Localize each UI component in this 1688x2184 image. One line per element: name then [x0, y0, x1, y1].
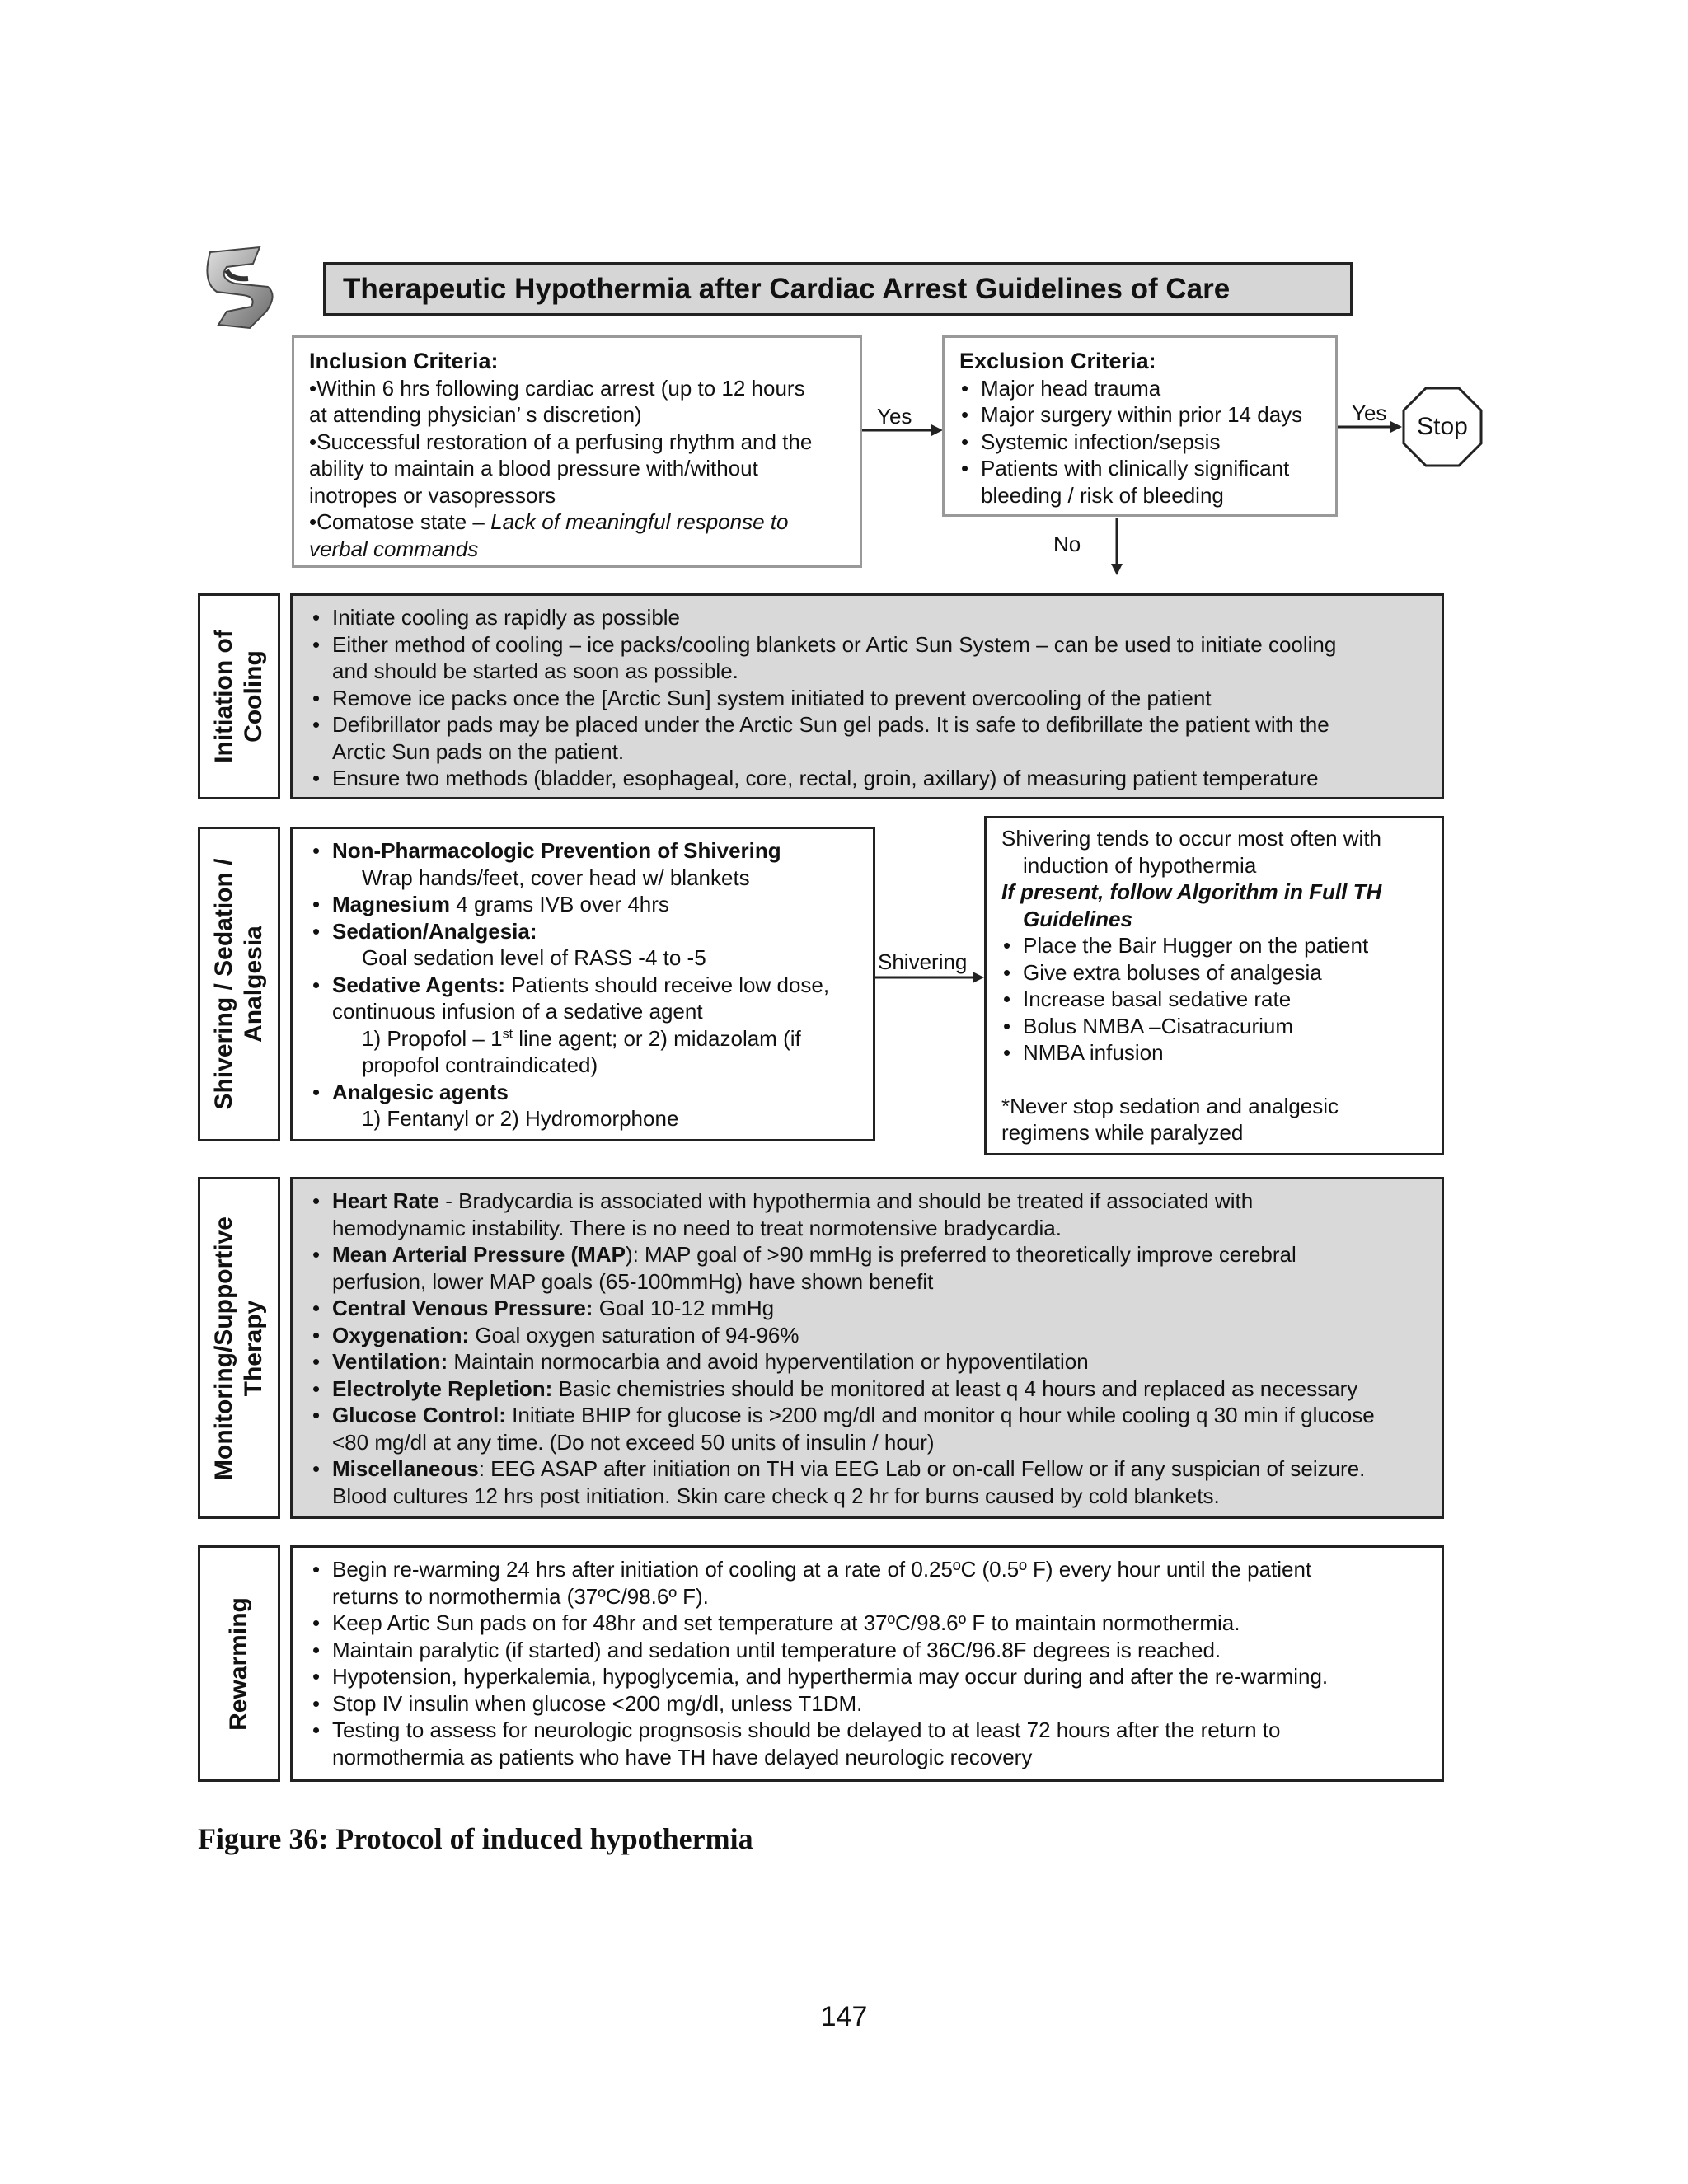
- inclusion-line: ability to maintain a blood pressure with/without: [309, 456, 758, 480]
- cvp-label: Central Venous Pressure:: [332, 1296, 593, 1320]
- inclusion-comatose-label: •Comatose state –: [309, 509, 491, 534]
- sedative-option-sup: st: [502, 1026, 513, 1041]
- np-text: Wrap hands/feet, cover head w/ blankets: [362, 865, 750, 890]
- shiver-step: • NMBA infusion: [1001, 1039, 1423, 1066]
- monitoring-bullet-cont: Blood cultures 12 hrs post initiation. Skin care check q 2 hr for burns caused by cold blankets.: [332, 1483, 1220, 1508]
- exclusion-item: • Major surgery within prior 14 days: [959, 401, 1320, 429]
- section-tab-label: [209, 858, 269, 1109]
- cooling-bullet: • Defibrillator pads may be placed under the Arctic Sun gel pads. It is safe to defibrillate the patient with the: [311, 711, 1423, 738]
- sedative-option: [311, 1025, 855, 1052]
- glucose-label: Glucose Control:: [332, 1403, 506, 1427]
- cooling-bullet-cont: Arctic Sun pads on the patient.: [332, 738, 625, 764]
- figure-caption: Figure 36: Protocol of induced hypothermia: [198, 1822, 753, 1855]
- cooling-bullet: • Remove ice packs once the [Arctic Sun] system initiated to prevent overcooling of the patient: [311, 685, 1423, 712]
- ventilation-text: Maintain normocarbia and avoid hyperventilation or hypoventilation: [448, 1349, 1089, 1374]
- inclusion-line: inotropes or vasopressors: [309, 482, 556, 508]
- magnesium-label: Magnesium: [332, 892, 451, 916]
- shivering-algorithm-box: [984, 816, 1444, 1155]
- shivering-label: Shivering: [878, 949, 968, 974]
- inclusion-criteria-box: [292, 335, 862, 568]
- analgesic-heading: Analgesic agents: [332, 1079, 509, 1104]
- cooling-bullet-cont: and should be started as soon as possible.: [332, 658, 738, 683]
- monitoring-bullet-cont: perfusion, lower MAP goals (65-100mmHg) have shown benefit: [332, 1268, 934, 1294]
- exclusion-heading: Exclusion Criteria:: [959, 349, 1156, 373]
- monitoring-bullet: [311, 1295, 1423, 1322]
- shivering-bullet: [311, 972, 855, 999]
- misc-label: Miscellaneous: [332, 1456, 479, 1481]
- page-title-box: [323, 262, 1353, 316]
- oxygenation-text: Goal oxygen saturation of 94-96%: [469, 1322, 799, 1347]
- monitoring-bullet: [311, 1241, 1423, 1268]
- sedation-text: Goal sedation level of RASS -4 to -5: [362, 945, 706, 970]
- inclusion-line: •Successful restoration of a perfusing rhythm and the: [309, 429, 813, 454]
- exclusion-item-cont: bleeding / risk of bleeding: [981, 482, 1224, 508]
- exclusion-item: • Major head trauma: [959, 375, 1320, 402]
- stop-label: Stop: [1417, 413, 1468, 440]
- section-tab-line: Analgesia: [240, 926, 267, 1043]
- rewarming-bullet: • Hypotension, hyperkalemia, hypoglycemia, and hyperthermia may occur during and after the re-warming.: [311, 1663, 1423, 1690]
- cooling-section: [290, 593, 1444, 799]
- exclusion-item: • Patients with clinically significant: [959, 455, 1320, 482]
- rewarming-bullet-cont: normothermia as patients who have TH have delayed neurologic recovery: [332, 1744, 1033, 1769]
- monitoring-bullet: [311, 1402, 1423, 1429]
- map-text: ): MAP goal of >90 mmHg is preferred to theoretically improve cerebral: [625, 1242, 1296, 1267]
- monitoring-bullet-cont: <80 mg/dl at any time. (Do not exceed 50 units of insulin / hour): [332, 1429, 935, 1455]
- section-tab-shivering: [198, 827, 280, 1141]
- sedative-option-text: 1) Propofol – 1: [362, 1025, 503, 1051]
- sedative-agents-text: Patients should receive low dose,: [504, 972, 830, 997]
- section-tab-line: Monitoring/Supportive: [210, 1216, 237, 1480]
- arrow-right-icon: [875, 969, 986, 986]
- monitoring-bullet: [311, 1376, 1423, 1403]
- monitoring-bullet: [311, 1348, 1423, 1376]
- page-number: 147: [820, 2001, 868, 2032]
- shiver-note: induction of hypothermia: [1023, 852, 1257, 878]
- rewarming-bullet: • Testing to assess for neurologic prognsosis should be delayed to at least 72 hours after the return to: [311, 1717, 1423, 1744]
- section-tab-line: Cooling: [240, 650, 267, 743]
- inclusion-heading: Inclusion Criteria:: [309, 349, 499, 373]
- np-heading: Non-Pharmacologic Prevention of Shivering: [332, 838, 781, 863]
- shiver-warning: *Never stop sedation and analgesic: [1001, 1093, 1339, 1118]
- shiver-note: Shivering tends to occur most often with: [1001, 826, 1382, 851]
- rewarming-bullet: • Keep Artic Sun pads on for 48hr and set temperature at 37ºC/98.6º F to maintain normothermia.: [311, 1610, 1423, 1637]
- shiver-step: • Bolus NMBA –Cisatracurium: [1001, 1013, 1423, 1040]
- shiver-algorithm-ref: If present, follow Algorithm in Full TH: [1001, 879, 1382, 904]
- sedative-option-cont: propofol contraindicated): [362, 1052, 598, 1077]
- sedation-heading: Sedation/Analgesia:: [332, 918, 537, 944]
- inclusion-line: [309, 536, 845, 563]
- no-label: No: [1053, 532, 1081, 556]
- analgesic-text: 1) Fentanyl or 2) Hydromorphone: [362, 1106, 679, 1131]
- section-tab-label: [209, 630, 269, 763]
- shivering-bullet: [311, 891, 855, 918]
- monitoring-bullet: [311, 1188, 1423, 1215]
- shivering-bullet: [311, 918, 855, 945]
- shiver-warning: regimens while paralyzed: [1001, 1120, 1244, 1145]
- rewarming-section: [290, 1545, 1444, 1782]
- electrolyte-text: Basic chemistries should be monitored at least q 4 hours and replaced as necessary: [552, 1376, 1358, 1401]
- section-tab-cooling: [198, 593, 280, 799]
- oxygenation-label: Oxygenation:: [332, 1322, 470, 1347]
- cvp-text: Goal 10-12 mmHg: [593, 1296, 775, 1320]
- sedative-agents-cont: continuous infusion of a sedative agent: [332, 999, 703, 1024]
- page-title: Therapeutic Hypothermia after Cardiac Arrest Guidelines of Care: [343, 273, 1231, 305]
- yes-label: Yes: [877, 404, 912, 429]
- arrow-right-icon: [862, 422, 945, 438]
- shiver-step: • Give extra boluses of analgesia: [1001, 959, 1423, 987]
- exclusion-criteria-box: [942, 335, 1338, 517]
- section-tab-line: Initiation of: [210, 630, 237, 763]
- rewarming-bullet: • Stop IV insulin when glucose <200 mg/dl, unless T1DM.: [311, 1690, 1423, 1718]
- inclusion-comatose-detail: Lack of meaningful response to: [490, 509, 789, 534]
- inclusion-comatose-detail-cont: verbal commands: [309, 536, 479, 561]
- shiver-algorithm-ref: Guidelines: [1023, 906, 1132, 931]
- yes-label: Yes: [1352, 401, 1387, 425]
- section-tab-label: [209, 1216, 269, 1480]
- shiver-step: • Place the Bair Hugger on the patient: [1001, 932, 1423, 959]
- arrow-right-icon: [1338, 419, 1404, 435]
- shivering-bullet: [311, 1079, 855, 1106]
- monitoring-bullet: [311, 1455, 1423, 1483]
- sedative-agents-label: Sedative Agents:: [332, 972, 505, 997]
- inclusion-line: [309, 509, 845, 536]
- electrolyte-label: Electrolyte Repletion:: [332, 1376, 553, 1401]
- inclusion-line: •Within 6 hrs following cardiac arrest (up to 12 hours: [309, 375, 805, 401]
- section-tab-line: Therapy: [240, 1300, 267, 1396]
- heart-rate-label: Heart Rate: [332, 1188, 440, 1213]
- exclusion-item: • Systemic infection/sepsis: [959, 429, 1320, 456]
- rewarming-bullet-cont: returns to normothermia (37ºC/98.6º F).: [332, 1583, 709, 1609]
- misc-text: : EEG ASAP after initiation on TH via EEG Lab or on-call Fellow or if any suspician of seizure.: [478, 1456, 1366, 1481]
- cooling-bullet: • Either method of cooling – ice packs/cooling blankets or Artic Sun System – can be used to initiate cooling: [311, 631, 1423, 658]
- section-tab-line: Rewarming: [225, 1596, 252, 1731]
- cooling-bullet: • Initiate cooling as rapidly as possible: [311, 604, 1423, 631]
- magnesium-text: 4 grams IVB over 4hrs: [450, 892, 669, 916]
- shiver-step: • Increase basal sedative rate: [1001, 986, 1423, 1013]
- shivering-bullet: [311, 837, 855, 865]
- cooling-bullet: • Ensure two methods (bladder, esophageal, core, rectal, groin, axillary) of measuring patient temperature: [311, 765, 1423, 792]
- heart-rate-text: - Bradycardia is associated with hypothermia and should be treated if associated with: [439, 1188, 1254, 1213]
- section-tab-label: [224, 1597, 254, 1731]
- shivering-section: [290, 827, 875, 1141]
- map-label: Mean Arterial Pressure (MAP: [332, 1242, 626, 1267]
- section-tab-line: Shivering / Sedation /: [210, 858, 237, 1110]
- monitoring-section: [290, 1177, 1444, 1519]
- arrow-down-icon: [1109, 518, 1125, 577]
- section-tab-rewarming: [198, 1545, 280, 1782]
- sedative-option-rest: line agent; or 2) midazolam (if: [513, 1025, 801, 1051]
- monitoring-bullet: [311, 1322, 1423, 1349]
- swirl-logo-icon: [202, 246, 280, 332]
- glucose-text: Initiate BHIP for glucose is >200 mg/dl and monitor q hour while cooling q 30 min if glucose: [505, 1403, 1375, 1427]
- section-tab-monitoring: [198, 1177, 280, 1519]
- rewarming-bullet: • Begin re-warming 24 hrs after initiation of cooling at a rate of 0.25ºC (0.5º F) every hour until the patient: [311, 1556, 1423, 1583]
- inclusion-line: at attending physician’ s discretion): [309, 402, 642, 427]
- monitoring-bullet-cont: hemodynamic instability. There is no need to treat normotensive bradycardia.: [332, 1215, 1062, 1240]
- ventilation-label: Ventilation:: [332, 1349, 448, 1374]
- rewarming-bullet: • Maintain paralytic (if started) and sedation until temperature of 36C/96.8F degrees is reached.: [311, 1637, 1423, 1664]
